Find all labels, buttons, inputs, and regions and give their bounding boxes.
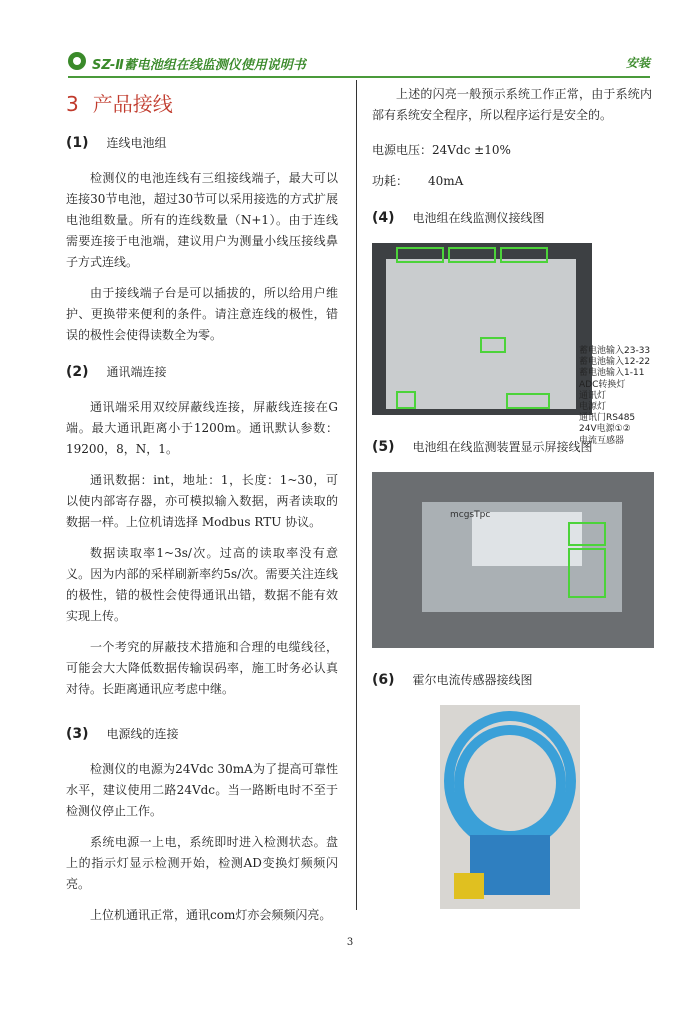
brand-text: mcgsTpc (450, 510, 491, 520)
paragraph: 由于接线端子台是可以插拔的，所以给用户维护、更换带来便利的条件。请注意连线的极性，错误的极性会使得读数全为零。 (66, 286, 338, 342)
paragraph: 一个考究的屏蔽技术措施和合理的电缆线径，可能会大大降低数据传输误码率，施工时务必认真对待。长距离通讯应考虑中继。 (66, 640, 338, 696)
subsection-4-heading: (4) 电池组在线监测仪接线图 (372, 210, 545, 226)
header-title: SZ-Ⅱ蓄电池组在线监测仪使用说明书 (92, 58, 306, 73)
label-item: ADC转换灯 (579, 379, 626, 390)
column-divider (356, 80, 357, 910)
page-number: 3 (346, 937, 354, 948)
paragraph: 系统电源一上电，系统即时进入检测状态。盘上的指示灯显示检测开始，检测AD变换灯频频闪亮。 (66, 835, 338, 891)
hall-sensor-photo (440, 705, 580, 909)
label-item: 蓄电池输入23-33 (579, 346, 651, 356)
paragraph: 通讯数据：int，地址：1，长度：1~30，可以使内部寄存器，亦可模拟输入数据，两者读取的数据一样。上位机请选择 Modbus RTU 协议。 (66, 473, 338, 529)
paragraph: 数据读取率1~3s/次。过高的读取率没有意义。因为内部的采样刷新率约5s/次。需要关注连线的极性，错的极性会使得通讯出错，数据不能有效实现上传。 (66, 546, 338, 623)
subsection-6-heading: (6) 霍尔电流传感器接线图 (372, 672, 533, 688)
paragraph: 通讯端采用双绞屏蔽线连接，屏蔽线连接在G端。最大通讯距离小于1200m。通讯默认参数：19200，8，N，1。 (66, 400, 338, 456)
wiring-labels (579, 346, 650, 447)
section-title: 3 产品接线 (66, 92, 173, 116)
display-wiring-photo (372, 472, 654, 648)
right-column (372, 84, 652, 909)
page-header (68, 50, 650, 78)
power-spec: 功耗： 40mA (372, 174, 464, 188)
subsection-1-heading: (1) 连线电池组 (66, 135, 167, 151)
subsection-3-heading: (3) 电源线的连接 (66, 726, 179, 742)
label-item: 蓄电池输入1-11 (579, 368, 645, 379)
paragraph: 上述的闪亮一般预示系统工作正常，由于系统内部有系统安全程序，所以程序运行是安全的。 (372, 87, 652, 122)
label-item: 通讯门RS485 (579, 413, 636, 424)
logo-icon (68, 52, 86, 70)
device-panel (386, 259, 576, 409)
label-item: 电流互感器 (579, 435, 625, 446)
label-item: 电源灯 (579, 402, 607, 413)
subsection-2-heading: (2) 通讯端连接 (66, 364, 167, 380)
paragraph: 上位机通讯正常，通讯com灯亦会频频闪亮。 (90, 908, 332, 922)
label-item: 蓄电池输入12-22 (579, 357, 651, 368)
label-item: 通讯灯 (579, 390, 607, 401)
paragraph: 检测仪的电源为24Vdc 30mA为了提高可靠性水平，建议使用二路24Vdc。当一路断电时不至于检测仪停止工作。 (66, 762, 338, 818)
left-column (66, 88, 338, 936)
subsection-5-heading: (5) 电池组在线监测装置显示屏接线图 (372, 439, 593, 455)
paragraph: 检测仪的电池连线有三组接线端子，最大可以连接30节电池，超过30节可以采用接选的方式扩展电池组数量。所有的连线数量（N+1）。由于连线需要连接于电池端，建议用户为测量小线压接线鼻子方式连线。 (66, 171, 338, 269)
monitor-wiring-photo (372, 243, 592, 415)
label-item: 24V电源①② (579, 424, 631, 435)
header-section: 安装 (625, 56, 650, 70)
voltage-spec: 电源电压：24Vdc ±10% (372, 143, 511, 157)
